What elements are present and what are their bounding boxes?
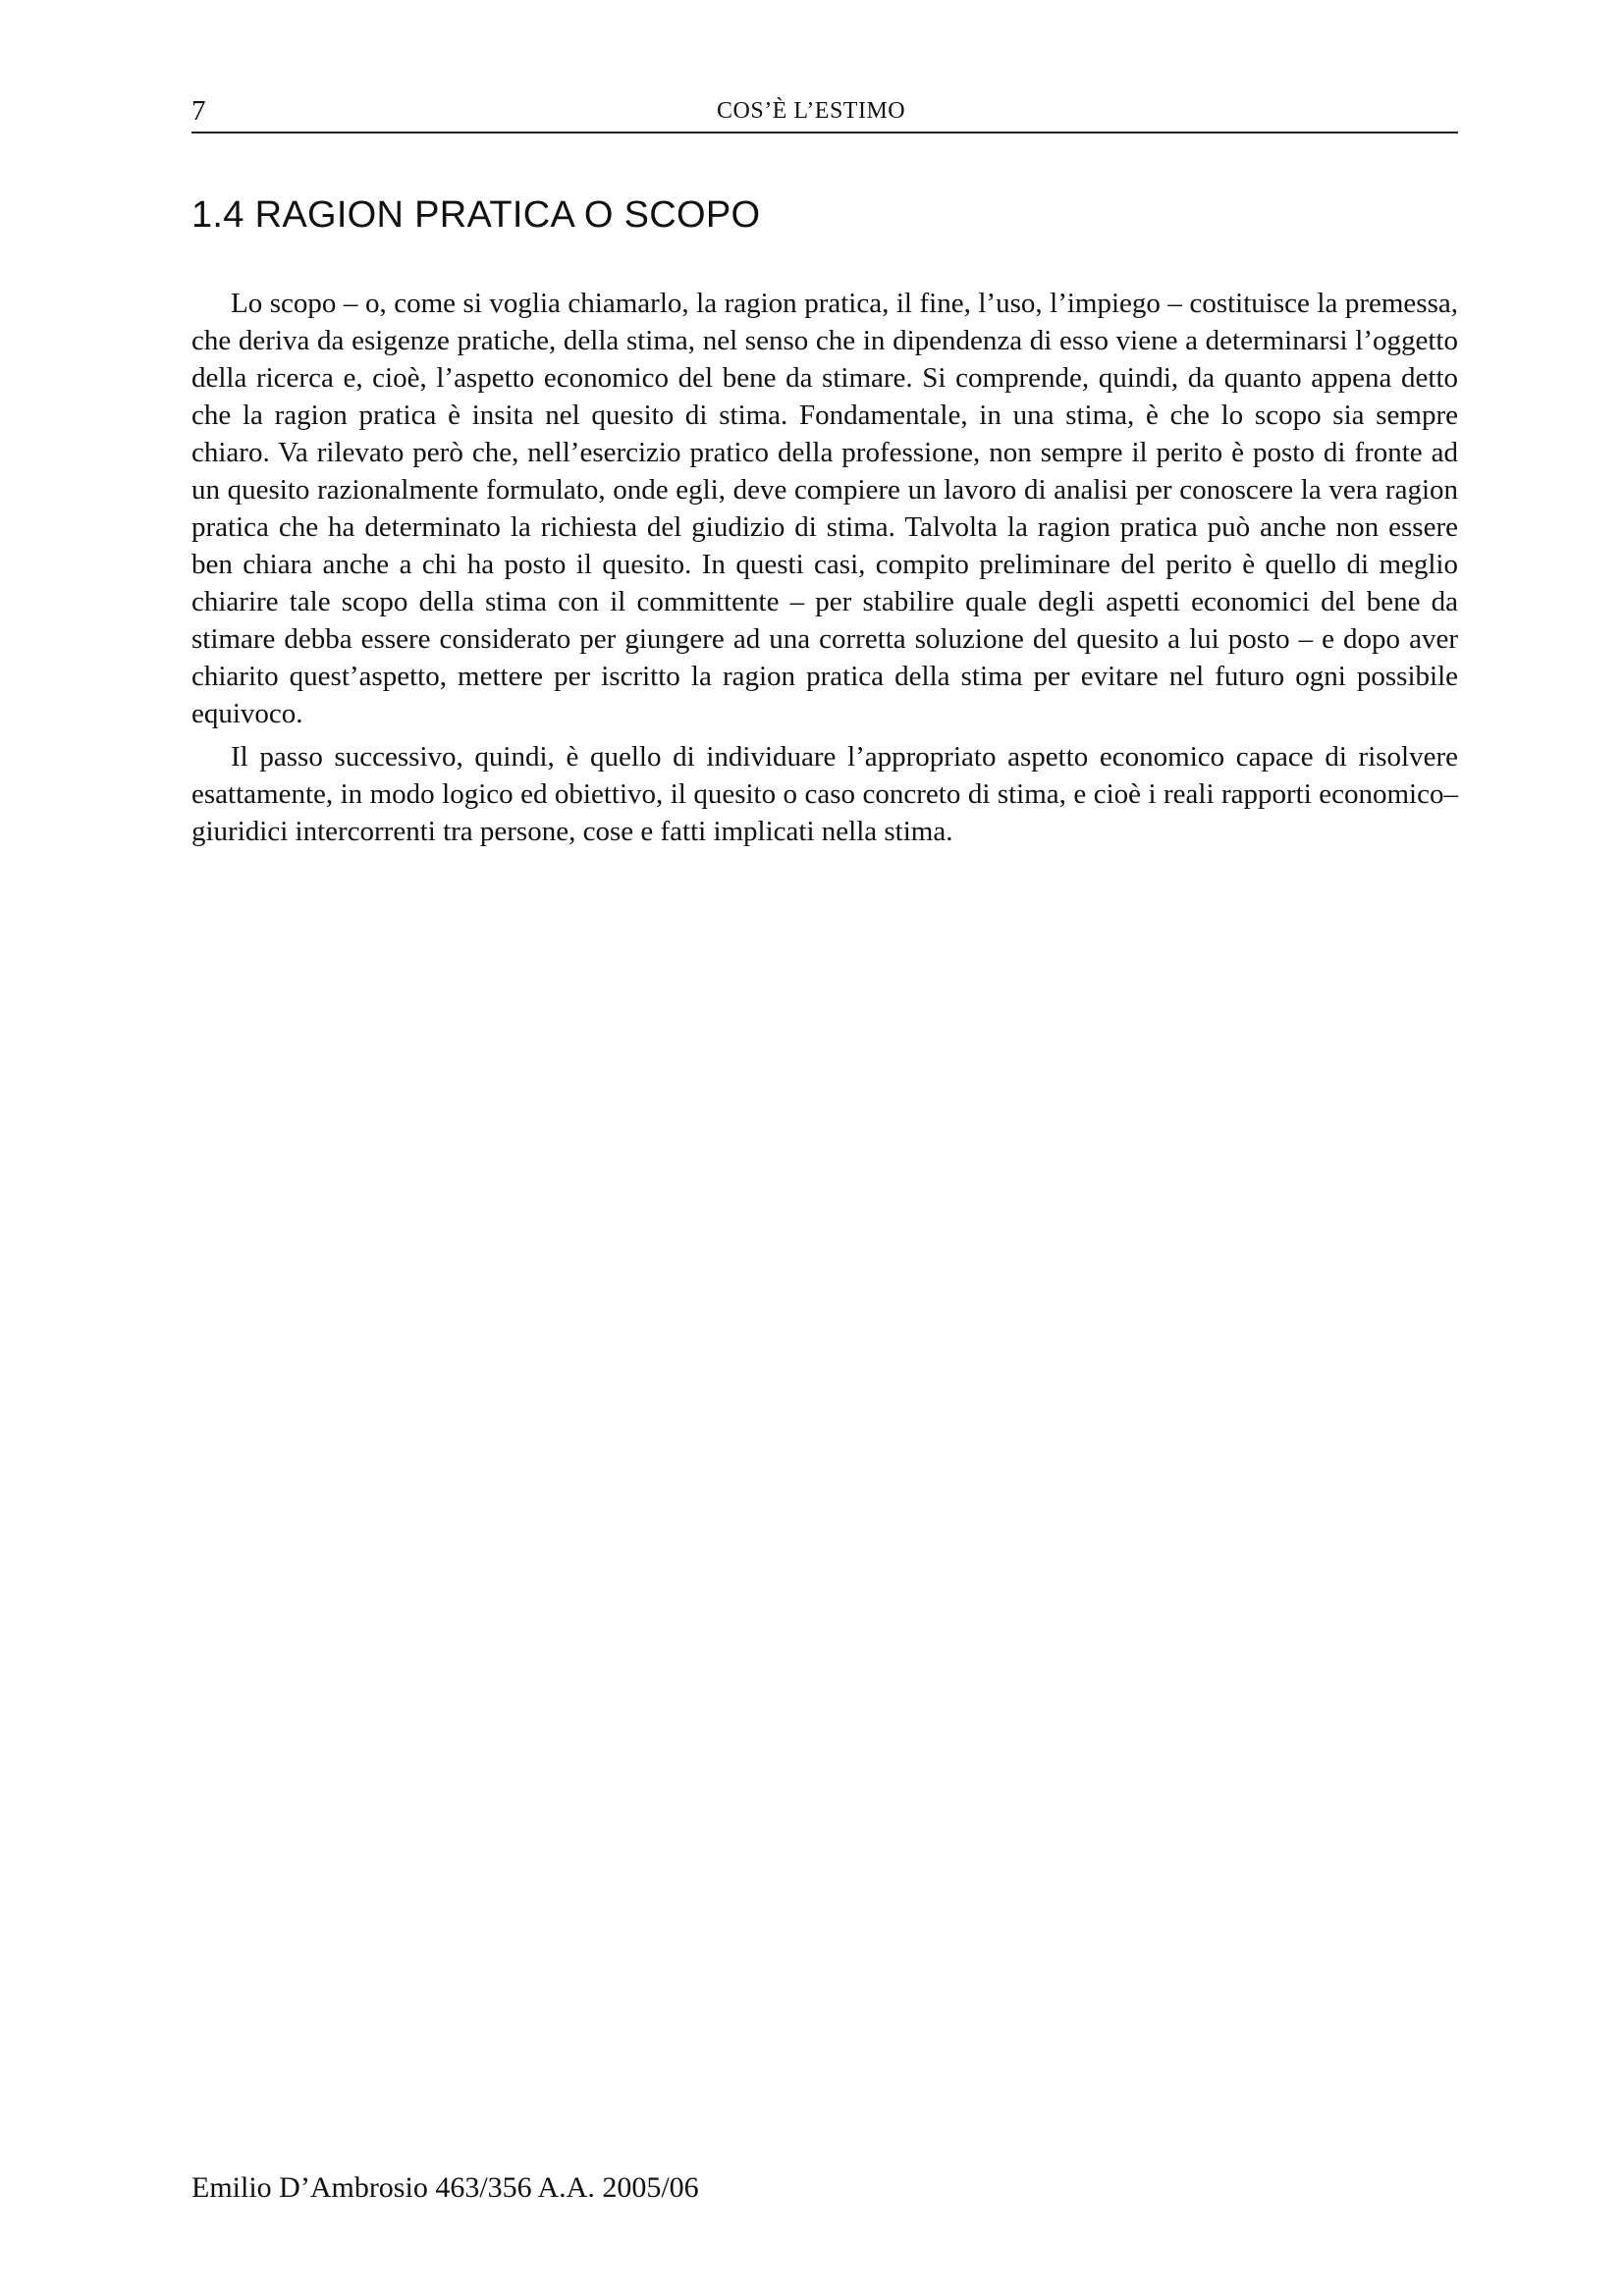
page-number: 7: [191, 95, 206, 127]
page-footer: Emilio D’Ambrosio 463/356 A.A. 2005/06: [191, 2171, 699, 2204]
body-text: [191, 285, 1458, 856]
paragraph: Il passo successivo, quindi, è quello di individuare l’appropriato aspetto economico capace di risolvere esattamente, in modo logico ed obiettivo, il quesito o caso concreto di stima, e cioè i reali rapporti economico–giuridici intercorrenti tra persone, cose e fatti implicati nella stima.: [191, 741, 1458, 847]
page-header: [191, 94, 1458, 133]
running-head: COS’È L’ESTIMO: [717, 98, 906, 124]
paragraph: Lo scopo – o, come si voglia chiamarlo, la ragion pratica, il fine, l’uso, l’impiego – costituisce la premessa, che deriva da esigenze pratiche, della stima, nel senso che in dipendenza di esso viene a determinarsi l’oggetto della ricerca e, cioè, l’aspetto economico del bene da stimare. Si comprende, quindi, da quanto appena detto che la ragion pratica è insita nel quesito di stima. Fondamentale, in una stima, è che lo scopo sia sempre chiaro. Va rilevato però che, nell’esercizio pratico della professione, non sempre il perito è posto di fronte ad un quesito razionalmente formulato, onde egli, deve compiere un lavoro di analisi per conoscere la vera ragion pratica che ha determinato la richiesta del giudizio di stima. Talvolta la ragion pratica può anche non essere ben chiara anche a chi ha posto il quesito. In questi casi, compito preliminare del perito è quello di meglio chiarire tale scopo della stima con il committente – per stabilire quale degli aspetti economici del bene da stimare debba essere considerato per giungere ad una corretta soluzione del quesito a lui posto – e dopo aver chiarito quest’aspetto, mettere per iscritto la ragion pratica della stima per evitare nel futuro ogni possibile equivoco.: [191, 288, 1458, 729]
section-title: 1.4 RAGION PRATICA O SCOPO: [191, 194, 761, 236]
